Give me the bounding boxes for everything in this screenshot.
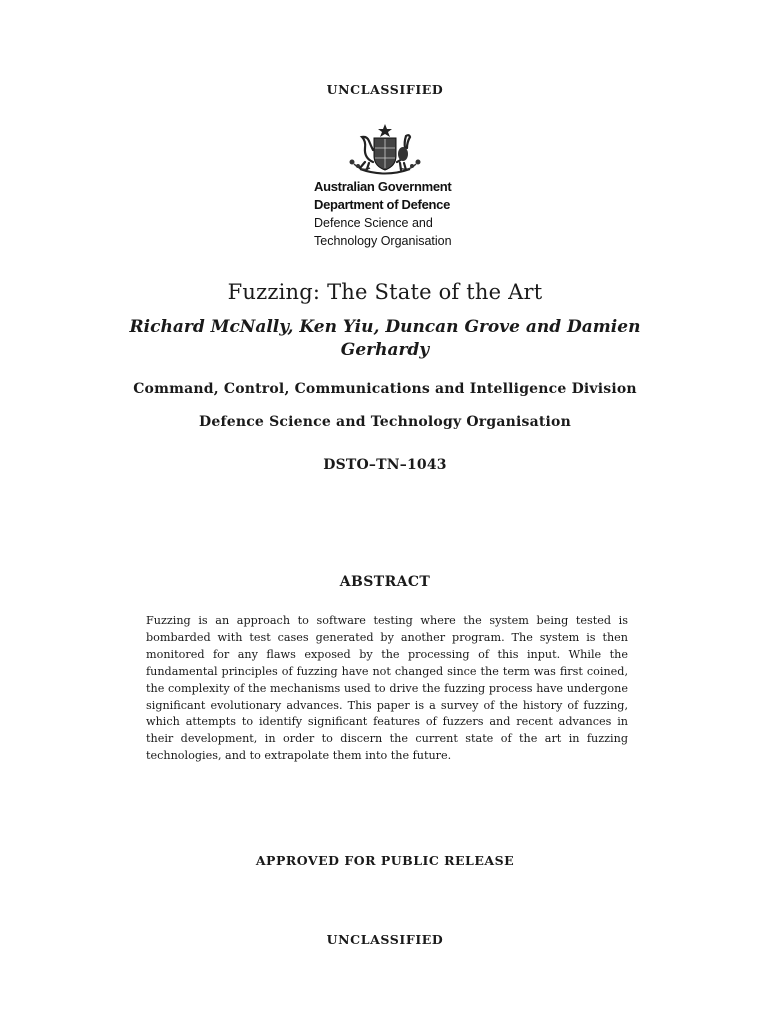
division-name: Command, Control, Communications and Intelligence Division bbox=[133, 381, 637, 397]
document-title: Fuzzing: The State of the Art bbox=[227, 280, 543, 304]
classification-header: UNCLASSIFIED bbox=[326, 82, 444, 97]
government-logo-text bbox=[314, 178, 484, 250]
logo-line-dsto-2: Technology Organisation bbox=[314, 234, 452, 248]
logo-line-dsto-1: Defence Science and bbox=[314, 216, 433, 230]
author-list: Richard McNally, Ken Yiu, Duncan Grove and Damien Gerhardy bbox=[129, 317, 641, 360]
commonwealth-coat-of-arms-icon bbox=[340, 122, 430, 178]
release-statement: APPROVED FOR PUBLIC RELEASE bbox=[255, 853, 515, 868]
logo-line-government: Australian Government bbox=[314, 179, 452, 194]
logo-line-department: Department of Defence bbox=[314, 197, 451, 212]
abstract-text: Fuzzing is an approach to software testing where the system being tested is bombarded with test cases generated by another program. The system is then monitored for any flaws exposed by the processing of this input. While the fundamental principles of fuzzing have not changed since the term was first coined, the complexity of the mechanisms used to drive the fuzzing process have undergone significant evolutionary advances. This paper is a survey of the history of fuzzing, which attempts to identify significant features of fuzzers and recent advances in their development, in order to discern the current state of the art in fuzzing technologies, and to extrapolate them into the future. bbox=[146, 614, 628, 763]
report-number: DSTO–TN–1043 bbox=[323, 457, 447, 473]
abstract-heading: ABSTRACT bbox=[339, 574, 431, 590]
organisation-name: Defence Science and Technology Organisation bbox=[199, 414, 571, 430]
classification-footer: UNCLASSIFIED bbox=[326, 932, 444, 947]
